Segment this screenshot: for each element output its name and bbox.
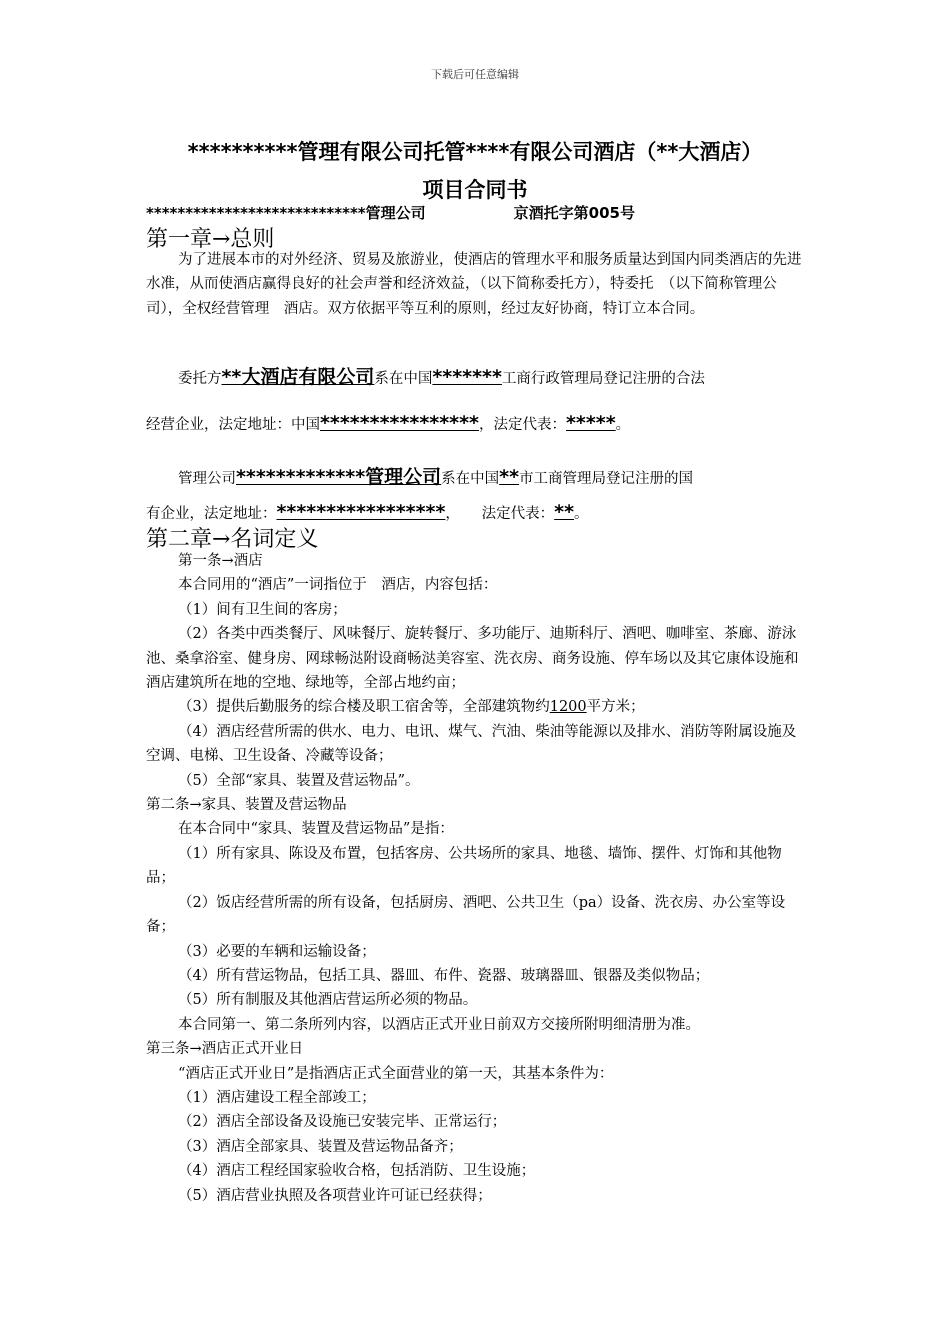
contract-title-line2: 项目合同书 [422,178,528,202]
article-2-intro: 在本合同中“家具、装置及营运物品”是指： [178,821,454,838]
building-area-value: 1200 [549,699,587,716]
article-3-item-4: （4）酒店工程经国家验收合格，包括消防、卫生设施； [178,1163,536,1180]
client-address: **************** [320,412,479,434]
intro-paragraph: 为了进展本市的对外经济、贸易及旅游业，使酒店的管理水平和服务质量达到国内同类酒店的先进水准，从而使酒店赢得良好的社会声誉和经济效益，（以下简称委托方），特委托 （以下简称管理公司），全权经营管理 酒店。双方依据平等互利的原则，经过友好协商，特订立本合同。 [146,252,802,317]
article-2-item-2: （2）饭店经营所需的所有设备，包括厨房、酒吧、公共卫生（pa）设备、洗衣房、办公室等设备； [146,894,786,936]
manager-rep-label: ， 法定代表： [445,506,555,522]
client-address-label: 经营企业，法定地址：中国 [146,417,320,433]
item-3-unit: 平方米； [586,699,645,716]
client-address-end: 。 [615,417,631,433]
manager-address-label: 有企业，法定地址： [146,506,277,522]
client-text-2: 工商行政管理局登记注册的合法 [501,371,705,387]
manager-address-end: 。 [574,506,589,522]
header-note: 下载后可任意编辑 [431,68,519,81]
document-number: 京酒托字第005号 [513,204,635,222]
article-1-intro: 本合同用的“酒店”一词指位于 酒店，内容包括： [178,577,498,594]
chapter-2-heading: 第二章→名词定义 [146,527,319,552]
manager-text-2: 市工商管理局登记注册的国 [519,471,694,487]
article-1-item-5: （5）全部“家具、装置及营运物品”。 [178,772,420,789]
client-name: **大酒店有限公司 [221,366,375,388]
item-3-text: （3）提供后勤服务的综合楼及职工宿舍等，全部建筑物约 [178,699,550,716]
article-2-item-1: （1）所有家具、陈设及布置，包括客房、公共场所的家具、地毯、墙饰、摆件、灯饰和其他物品； [146,845,782,887]
article-3-intro: “酒店正式开业日”是指酒店正式全面营业的第一天，其基本条件为： [178,1065,614,1082]
manager-label: 管理公司 [178,471,236,487]
client-address-line [146,412,630,434]
article-2-item-3: （3）必要的车辆和运输设备； [178,943,376,960]
chapter-1-heading: 第一章→总则 [146,227,275,252]
article-1-item-4: （4）酒店经营所需的供水、电力、电讯、煤气、汽油、柴油等能源以及排水、消防等附属设施及空调、电梯、卫生设备、冷藏等设备； [146,723,797,765]
article-1-title: 第一条→酒店 [178,553,263,569]
chapter-2-body [146,549,808,1208]
article-1-item-1: （1）间有卫生间的客房； [178,601,347,618]
issuer-company: ****************************管理公司 [146,204,426,222]
manager-paragraph [178,462,693,489]
client-region: ******* [432,366,502,388]
client-rep-label: ，法定代表： [478,417,566,433]
manager-text: 系在中国 [441,471,500,487]
article-3-item-5: （5）酒店营业执照及各项营业许可证已经获得； [178,1187,492,1204]
contract-title-line1: **********管理有限公司托管****有限公司酒店（**大酒店） [187,140,763,164]
article-3-title: 第三条→酒店正式开业日 [146,1041,304,1058]
client-text: 系在中国 [374,371,433,387]
client-paragraph [178,362,705,389]
article-2-item-5: （5）所有制服及其他酒店营运所必须的物品。 [178,992,478,1009]
manager-name: *************管理公司 [236,466,442,488]
document-reference-line [146,202,635,223]
manager-region: ** [499,466,520,488]
manager-address: ***************** [276,501,446,523]
client-representative: ***** [565,412,616,434]
client-label: 委托方 [178,371,222,387]
article-3-item-3: （3）酒店全部家具、装置及营运物品备齐； [178,1138,463,1155]
article-2-item-4: （4）所有营运物品，包括工具、器皿、布件、瓷器、玻璃器皿、银器及类似物品； [178,967,710,984]
article-1-item-2: （2）各类中西类餐厅、风味餐厅、旋转餐厅、多功能厅、迪斯科厅、酒吧、咖啡室、茶廊、游泳池、桑拿浴室、健身房、网球畅㳠附设商畅㳠美容室、洗衣房、商务设施、停车场以及其它康体设施和酒店建筑所在地的空地、绿地等，全部占地约亩； [146,626,799,692]
article-2-title: 第二条→家具、装置及营运物品 [146,797,347,814]
article-3-item-2: （2）酒店全部设备及设施已安装完毕、正常运行； [178,1114,507,1131]
chapter-1-intro [146,248,808,321]
article-3-item-1: （1）酒店建设工程全部竣工； [178,1089,376,1106]
manager-address-line [146,501,589,523]
article-2-closing: 本合同第一、第二条所列内容，以酒店正式开业日前双方交接所附明细清册为准。 [178,1016,700,1033]
article-1-item-3 [146,695,808,719]
manager-representative: ** [554,501,575,523]
